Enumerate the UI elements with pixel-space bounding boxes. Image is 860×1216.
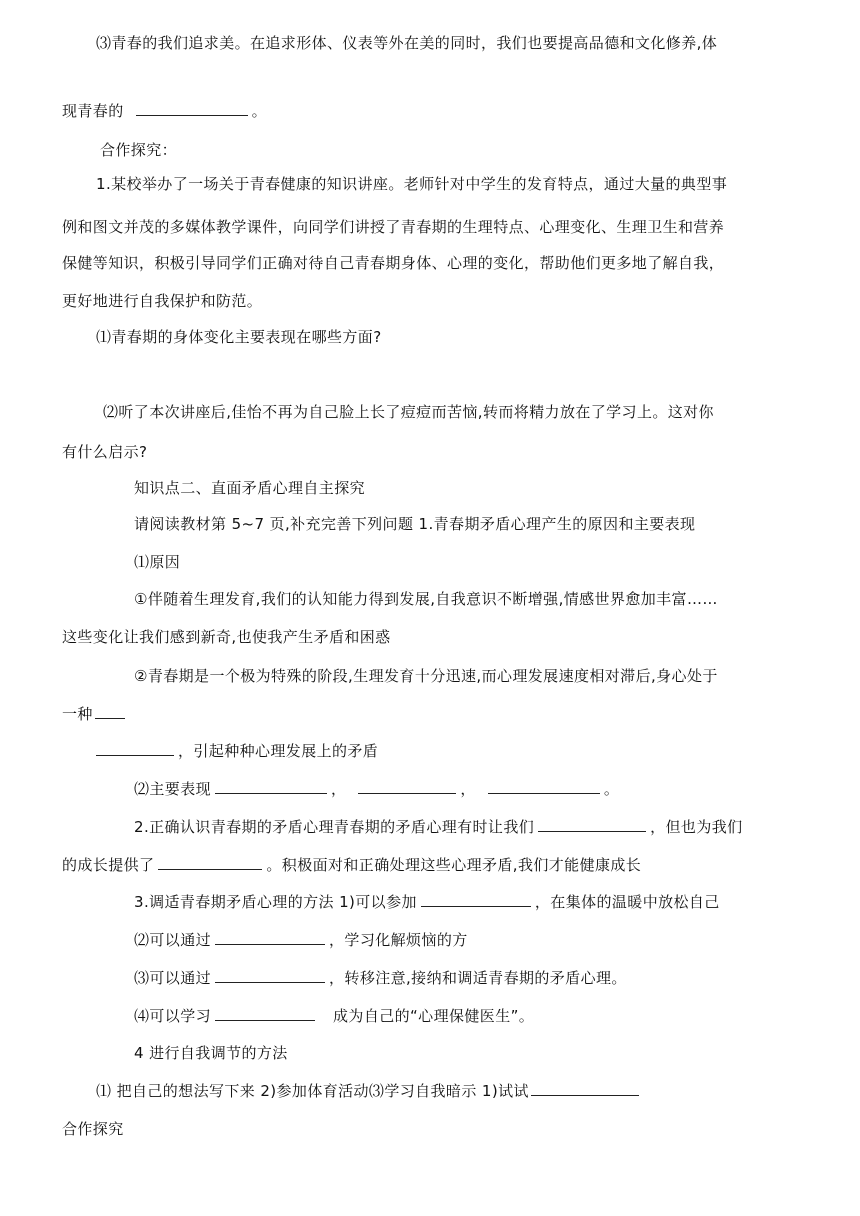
fill-in-blank[interactable]: [488, 779, 600, 794]
section-heading: [134, 1043, 288, 1063]
text-line: [134, 892, 720, 912]
paragraph-text: 。: [251, 102, 268, 120]
paragraph-text: ⑷可以学习: [134, 1007, 212, 1025]
text-line: [134, 968, 627, 988]
paragraph-text: ⑶青春的我们追求美。在追求形体、仪表等外在美的同时，我们也要提高品德和文化修养,体: [96, 34, 718, 52]
section-heading: [62, 1119, 124, 1139]
paragraph-text: ⑶可以通过: [134, 969, 212, 987]
text-line: [134, 817, 743, 837]
paragraph-text: ，学习化解烦恼的方: [329, 931, 468, 949]
fill-in-blank[interactable]: [421, 892, 531, 907]
text-line: [96, 174, 727, 194]
paragraph-text: ，引起种种心理发展上的矛盾: [178, 742, 379, 760]
heading-text: 合作探究：: [100, 141, 178, 159]
paragraph-text: 。积极面对和正确处理这些心理矛盾,我们才能健康成长: [266, 856, 642, 874]
fill-in-blank[interactable]: [95, 704, 125, 719]
fill-in-blank[interactable]: [215, 930, 325, 945]
paragraph-text: 3.调适青春期矛盾心理的方法 1)可以参加: [134, 893, 417, 911]
paragraph-text: ⑵可以通过: [134, 931, 212, 949]
paragraph-text: ②青春期是一个极为特殊的阶段,生理发育十分迅速,而心理发展速度相对滞后,身心处于: [134, 667, 718, 685]
text-line: [134, 589, 718, 609]
paragraph-text: 。: [603, 780, 620, 798]
text-line: [62, 627, 391, 647]
text-line: [134, 1006, 534, 1026]
text-line: [134, 552, 180, 572]
text-line: [62, 253, 724, 273]
paragraph-text: ⑵主要表现: [134, 780, 212, 798]
paragraph-text: ⑵听了本次讲座后,佳怡不再为自己脸上长了痘痘而苦恼,转而将精力放在了学习上。这对你: [103, 403, 714, 421]
paragraph-text: 2.正确认识青春期的矛盾心理青春期的矛盾心理有时让我们: [134, 818, 535, 836]
fill-in-blank[interactable]: [538, 817, 646, 832]
paragraph-text: 保健等知识，积极引导同学们正确对待自己青春期身体、心理的变化，帮助他们更多地了解自我，: [62, 254, 725, 272]
text-line: [134, 666, 718, 686]
text-line: [134, 779, 619, 799]
heading-text: 合作探究: [62, 1120, 124, 1138]
fill-in-blank[interactable]: [158, 855, 262, 870]
section-heading: [134, 478, 365, 498]
text-line: [96, 741, 378, 761]
section-heading: [100, 140, 177, 160]
fill-in-blank[interactable]: [96, 741, 174, 756]
paragraph-text: 更好地进行自我保护和防范。: [62, 292, 263, 310]
text-line: [134, 514, 695, 534]
paragraph-text: 1.某校举办了一场关于青春健康的知识讲座。老师针对中学生的发育特点，通过大量的典型事: [96, 175, 728, 193]
paragraph-text: 请阅读教材第 5~7 页,补充完善下列问题 1.青春期矛盾心理产生的原因和主要表现: [134, 515, 696, 533]
paragraph-text: ⑴ 把自己的想法写下来 2)参加体育活动⑶学习自我暗示 1)试试: [96, 1082, 529, 1100]
text-line: [134, 930, 468, 950]
paragraph-text: 这些变化让我们感到新奇,也使我产生矛盾和困惑: [62, 628, 391, 646]
paragraph-text: ，在集体的温暖中放松自己: [534, 893, 720, 911]
text-line: [62, 704, 129, 724]
heading-text: 知识点二、直面矛盾心理自主探究: [134, 479, 366, 497]
question-text: [103, 402, 714, 422]
paragraph-text: 现青春的: [62, 102, 124, 120]
heading-text: 4 进行自我调节的方法: [134, 1044, 288, 1062]
paragraph-text: ⑴原因: [134, 553, 181, 571]
fill-in-blank[interactable]: [358, 779, 456, 794]
paragraph-text: ⑴青春期的身体变化主要表现在哪些方面?: [96, 328, 382, 346]
fill-in-blank[interactable]: [215, 968, 325, 983]
text-line: [62, 855, 641, 875]
fill-in-blank[interactable]: [531, 1081, 639, 1096]
paragraph-text: 有什么启示?: [62, 443, 148, 461]
paragraph-text: ，: [460, 780, 476, 798]
paragraph-text: ①伴随着生理发育,我们的认知能力得到发展,自我意识不断增强,情感世界愈加丰富……: [134, 590, 718, 608]
paragraph-text: ，转移注意,接纳和调适青春期的矛盾心理。: [329, 969, 627, 987]
fill-in-blank[interactable]: [136, 101, 248, 116]
paragraph-text: ，但也为我们: [650, 818, 743, 836]
paragraph-text: 成为自己的“心理保健医生”。: [333, 1007, 535, 1025]
text-line: [96, 1081, 643, 1101]
paragraph-text: 一种: [62, 705, 93, 723]
paragraph-text: 的成长提供了: [62, 856, 155, 874]
text-line: [62, 291, 262, 311]
text-line: [62, 442, 147, 462]
paragraph-text: ，: [331, 780, 347, 798]
question-text: [96, 327, 382, 347]
fill-in-blank[interactable]: [215, 779, 327, 794]
text-line: [62, 217, 724, 237]
fill-in-blank[interactable]: [215, 1006, 315, 1021]
text-line: [62, 101, 267, 121]
paragraph-text: 例和图文并茂的多媒体教学课件，向同学们讲授了青春期的生理特点、心理变化、生理卫生和营养: [62, 218, 725, 236]
text-line: [96, 33, 717, 53]
